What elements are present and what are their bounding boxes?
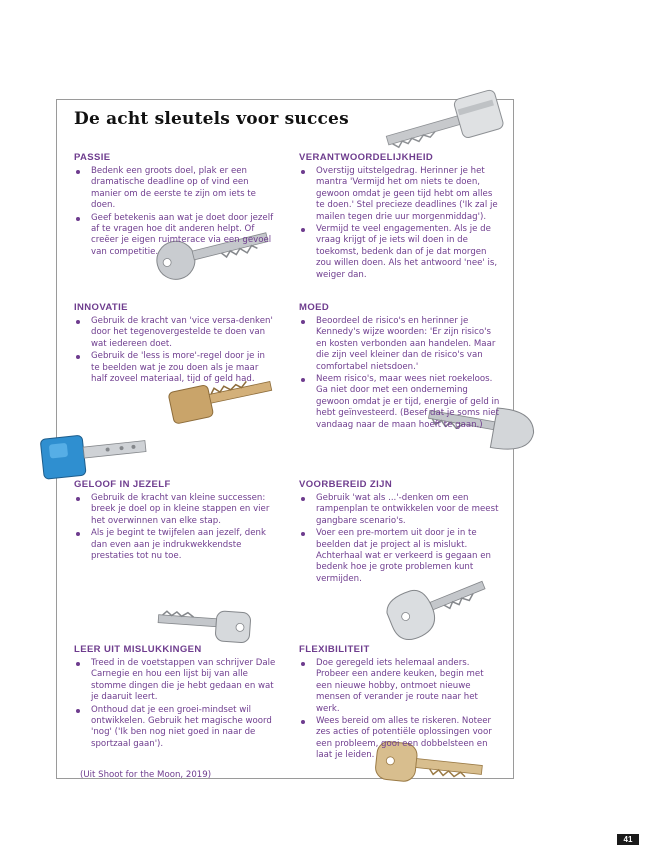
section-heading: VERANTWOORDELIJKHEID bbox=[299, 152, 434, 163]
section-heading: FLEXIBILITEIT bbox=[299, 644, 370, 655]
section-moed bbox=[299, 302, 501, 432]
list-item: Gebruik 'wat als ...'-denken om een rampenplan te ontwikkelen voor de meest gangbare scenario's. bbox=[299, 493, 501, 527]
list-item: Bedenk een groots doel, plak er een dramatische deadline op of vind een manier om de eerste te zijn om iets te doen. bbox=[74, 166, 276, 212]
list-item: Wees bereid om alles te riskeren. Noteer zes acties of potentiële oplossingen voor een probleem, gooi een dobbelsteen en laat je leiden. bbox=[299, 716, 501, 762]
list-item: Treed in de voetstappen van schrijver Dale Carnegie en hou een lijst bij van alle stomme dingen die je hebt gedaan en wat je daaruit leert. bbox=[74, 658, 276, 704]
source-citation: (Uit Shoot for the Moon, 2019) bbox=[80, 770, 212, 780]
section-flexibiliteit bbox=[299, 644, 501, 763]
section-heading: LEER UIT MISLUKKINGEN bbox=[74, 644, 202, 655]
section-heading: PASSIE bbox=[74, 152, 111, 163]
list-item: Gebruik de kracht van 'vice versa-denken' door het tegenovergestelde te doen van wat iedereen doet. bbox=[74, 316, 276, 350]
section-innovatie bbox=[74, 302, 276, 386]
page-title: De acht sleutels voor succes bbox=[74, 109, 349, 129]
page-number: 41 bbox=[617, 834, 639, 845]
list-item: Neem risico's, maar wees niet roekeloos. Ga niet door met een onderneming gewoon omdat je er tijd, energie of geld in hebt geïnvesteerd. (Besef dat je soms niet vandaag naar de maan hoeft te gaan.) bbox=[299, 374, 501, 431]
section-heading: VOORBEREID ZIJN bbox=[299, 479, 393, 490]
section-heading: GELOOF IN JEZELF bbox=[74, 479, 171, 490]
list-item: Overstijg uitstelgedrag. Herinner je het mantra 'Vermijd het om niets te doen, gewoon omdat je geen tijd hebt om alles te doen.' Stel precieze deadlines ('Ik zal je mailen tegen drie uur morgenmiddag'). bbox=[299, 166, 501, 223]
silver-key-mislukkingen-icon bbox=[156, 606, 256, 646]
section-heading: MOED bbox=[299, 302, 330, 313]
list-item: Beoordeel de risico's en herinner je Kennedy's wijze woorden: 'Er zijn risico's en kosten verbonden aan handelen. Maar die zijn veel kleiner dan de risico's van comfortabel nietsdoen.' bbox=[299, 316, 501, 373]
list-item: Gebruik de kracht van kleine successen: breek je doel op in kleine stappen en vier het overwinnen van elke stap. bbox=[74, 493, 276, 527]
section-heading: INNOVATIE bbox=[74, 302, 128, 313]
list-item: Geef betekenis aan wat je doet door jezelf af te vragen hoe dit anderen helpt. Of creëer je eigen ruimterace via een gevoel van competitie. bbox=[74, 213, 276, 259]
section-verantwoordelijkheid bbox=[299, 152, 501, 282]
list-item: Doe geregeld iets helemaal anders. Probeer een andere keuken, begin met een nieuwe hobby, ontmoet nieuwe mensen of verander je route naar het werk. bbox=[299, 658, 501, 715]
section-voorbereid-zijn bbox=[299, 479, 501, 586]
section-passie bbox=[74, 152, 276, 259]
section-leer-uit-mislukkingen bbox=[74, 644, 276, 751]
list-item: Vermijd te veel engagementen. Als je de vraag krijgt of je iets wil doen in de toekomst, bedenk dan of je dat morgen zou willen doen. Als het antwoord 'nee' is, weiger dan. bbox=[299, 224, 501, 281]
list-item: Gebruik de 'less is more'-regel door je in te beelden wat je zou doen als je maar half zoveel materiaal, tijd of geld had. bbox=[74, 351, 276, 385]
silver-key-top-icon bbox=[378, 90, 508, 150]
blue-key-icon bbox=[38, 430, 150, 478]
list-item: Onthoud dat je een groei-mindset wil ontwikkelen. Gebruik het magische woord 'nog' ('Ik ben nog niet goed in naar de sportzaal gaan'). bbox=[74, 705, 276, 751]
list-item: Als je begint te twijfelen aan jezelf, denk dan even aan je indrukwekkendste prestaties tot nu toe. bbox=[74, 528, 276, 562]
list-item: Voer een pre-mortem uit door je in te beelden dat je project al is mislukt. Achterhaal wat er verkeerd is gegaan en bedenk hoe je grote problemen kunt vermijden. bbox=[299, 528, 501, 585]
section-geloof-in-jezelf bbox=[74, 479, 276, 563]
